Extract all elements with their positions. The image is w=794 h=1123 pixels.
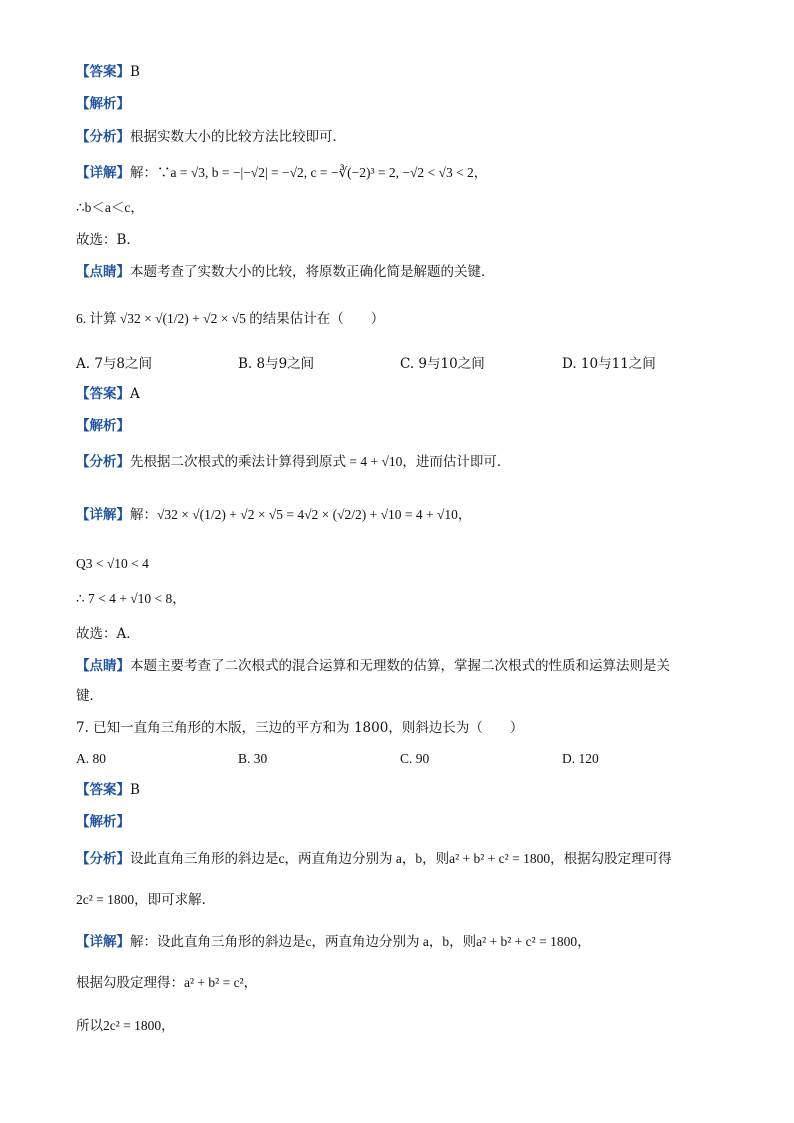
xiangjie-tag: 【详解】 [76, 934, 130, 949]
answer-value: A [130, 386, 140, 402]
fenxi-text: 设此直角三角形的斜边是c，两直角边分别为 a，b，则a² + b² + c² = 1800，根据勾股定理可得 [130, 851, 672, 866]
step-text: ∴ 7 < 4 + √10 < 8， [76, 591, 186, 606]
answer-line [76, 62, 734, 82]
option-a: A. 7与8之间 [76, 356, 153, 372]
dianjing-text: 本题主要考查了二次根式的混合运算和无理数的估算，掌握二次根式的性质和运算法则是关 [130, 658, 670, 674]
option-b: B. 30 [238, 751, 268, 766]
step-line [76, 973, 734, 993]
dianjing-text: 本题考查了实数大小的比较，将原数正确化简是解题的关键． [130, 264, 495, 280]
xiangjie-text: 解：∵a = √3, b = −|−√2| = −√2, c = −∛(−2)³ = 2, −√2 < √3 < 2， [130, 165, 488, 180]
analysis-heading [76, 812, 734, 832]
analysis-tag: 【解析】 [76, 418, 130, 434]
answer-value: B [130, 782, 140, 798]
choose-line [76, 624, 734, 644]
step-text: Q3 < √10 < 4 [76, 556, 149, 571]
dianjing-line-2 [76, 686, 734, 706]
fenxi-text: 先根据二次根式的乘法计算得到原式 = 4 + √10，进而估计即可． [130, 454, 511, 469]
fenxi-line [76, 127, 734, 147]
analysis-tag: 【解析】 [76, 814, 130, 830]
xiangjie-line [76, 932, 734, 952]
fenxi-line [76, 452, 734, 472]
answer-tag: 【答案】 [76, 64, 130, 80]
analysis-heading [76, 416, 734, 436]
step-text: 根据勾股定理得：a² + b² = c²， [76, 975, 258, 990]
step-text: 所以2c² = 1800， [76, 1018, 175, 1033]
dianjing-line [76, 262, 734, 282]
fenxi-line-2 [76, 890, 734, 910]
dianjing-tag: 【点睛】 [76, 264, 130, 280]
fenxi-text: 根据实数大小的比较方法比较即可． [130, 129, 346, 145]
question-stem [76, 718, 734, 738]
xiangjie-line [76, 163, 734, 183]
fenxi-text: 2c² = 1800，即可求解． [76, 892, 216, 907]
choose-line [76, 230, 734, 250]
dianjing-tag: 【点睛】 [76, 658, 130, 674]
option-a: A. 80 [76, 751, 106, 766]
choose-text: 故选：A． [76, 626, 140, 642]
option-c: C. 9与10之间 [400, 356, 485, 372]
fenxi-line [76, 849, 734, 869]
xiangjie-text: 解：√32 × √(1/2) + √2 × √5 = 4√2 × (√2/2) + √10 = 4 + √10， [130, 507, 472, 522]
analysis-heading [76, 94, 734, 114]
question-stem [76, 309, 734, 329]
analysis-tag: 【解析】 [76, 96, 130, 112]
step-line [76, 589, 734, 609]
step-text: ∴b＜a＜c， [76, 200, 144, 215]
option-b: B. 8与9之间 [238, 356, 315, 372]
answer-line [76, 384, 734, 404]
answer-tag: 【答案】 [76, 386, 130, 402]
choose-text: 故选：B． [76, 232, 140, 248]
answer-value: B [130, 64, 140, 80]
fenxi-tag: 【分析】 [76, 454, 130, 469]
xiangjie-tag: 【详解】 [76, 165, 130, 180]
fenxi-tag: 【分析】 [76, 129, 130, 145]
question-6-stem: 6. 计算 √32 × √(1/2) + √2 × √5 的结果估计在（ ） [76, 311, 385, 326]
option-c: C. 90 [400, 751, 430, 766]
dianjing-text: 键． [76, 688, 103, 704]
answer-tag: 【答案】 [76, 782, 130, 798]
xiangjie-tag: 【详解】 [76, 507, 130, 522]
option-d: D. 10与11之间 [562, 356, 656, 372]
option-d: D. 120 [562, 751, 599, 766]
xiangjie-line [76, 505, 734, 525]
answer-line [76, 780, 734, 800]
question-7-stem: 7. 已知一直角三角形的木版，三边的平方和为 1800，则斜边长为（ ） [76, 720, 524, 736]
step-line [76, 1016, 734, 1036]
fenxi-tag: 【分析】 [76, 851, 130, 866]
step-line [76, 198, 734, 218]
dianjing-line [76, 656, 734, 676]
xiangjie-text: 解：设此直角三角形的斜边是c，两直角边分别为 a，b，则a² + b² + c² = 1800， [130, 934, 591, 949]
step-line [76, 554, 734, 574]
